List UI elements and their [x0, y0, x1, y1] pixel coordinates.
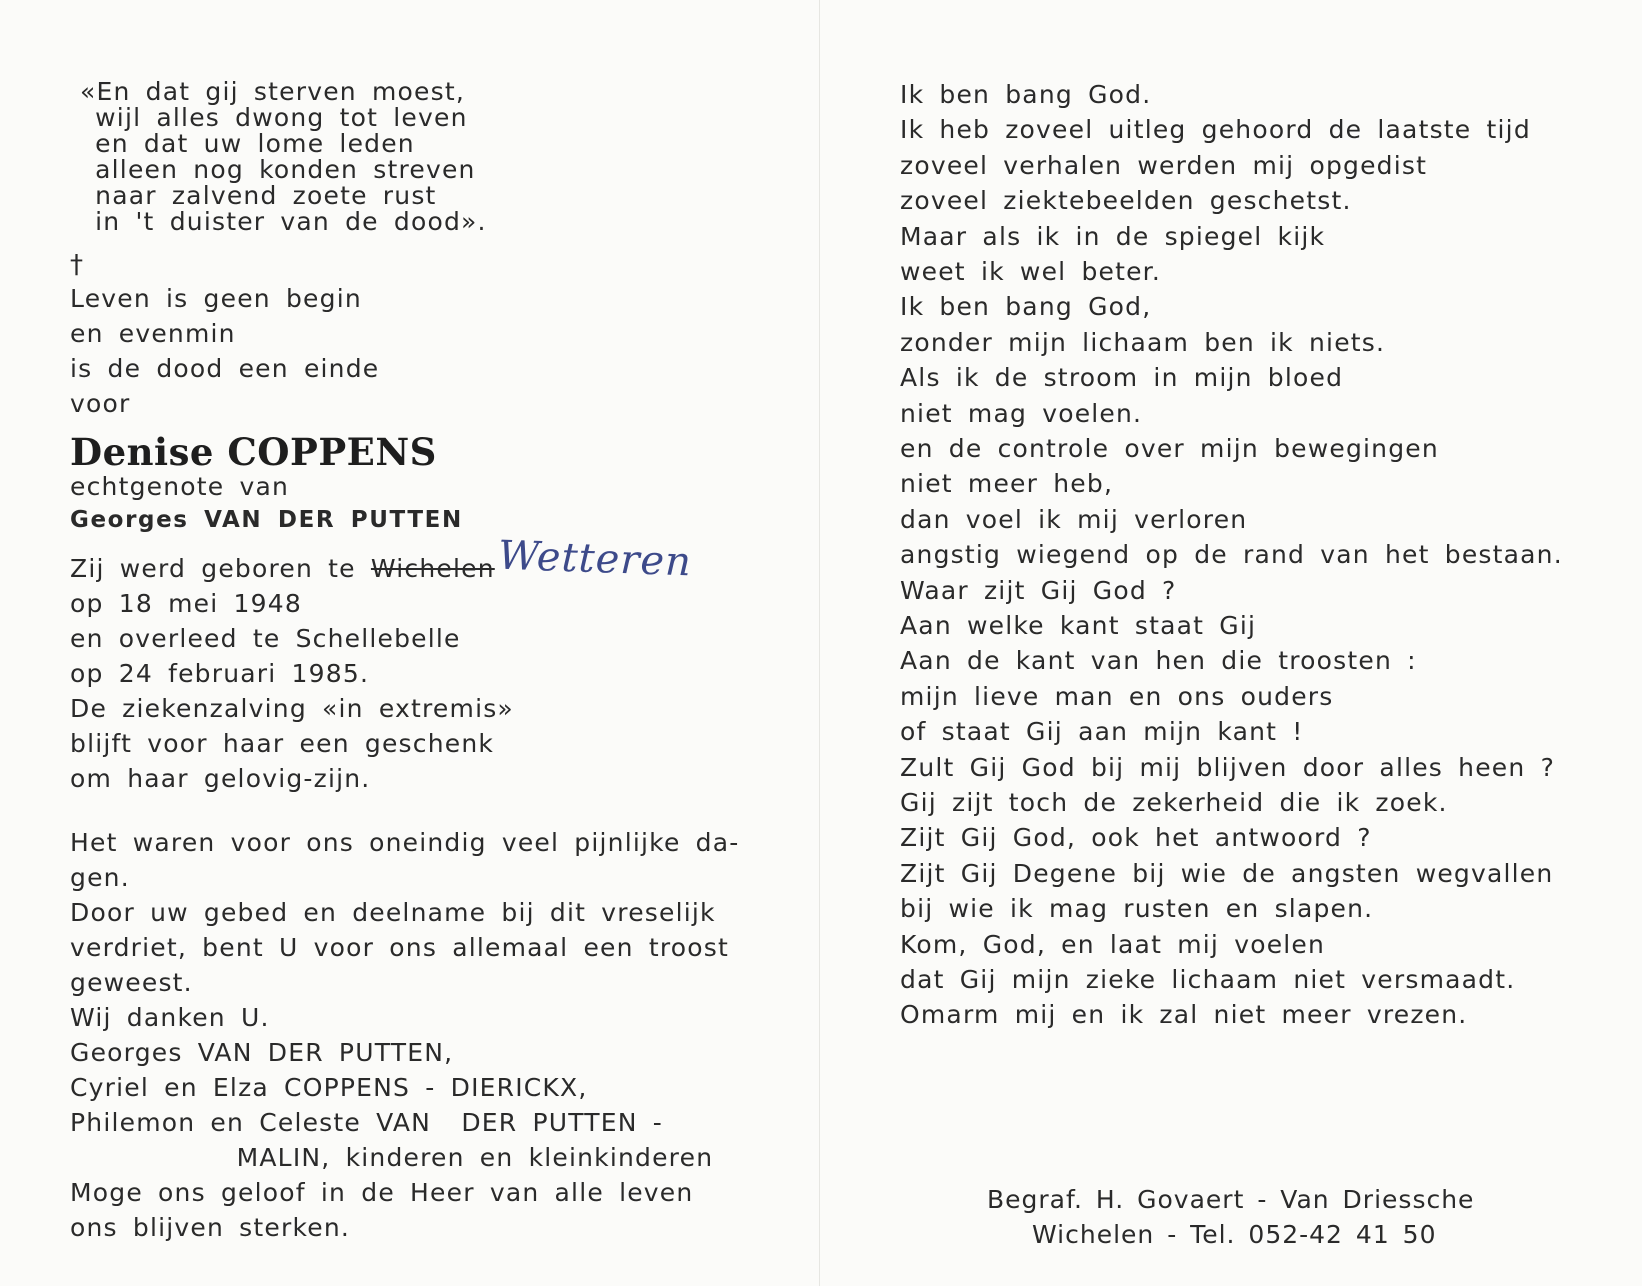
thanks-line: Het waren voor ons oneindig veel pijnlijke da- — [70, 828, 740, 857]
poem-line: of staat Gij aan mijn kant ! — [900, 717, 1304, 747]
thanks-line: Philemon en Celeste VAN DER PUTTEN - — [70, 1108, 664, 1137]
intro-line: is de dood een einde — [70, 354, 380, 383]
birth-prefix: Zij werd geboren te — [70, 554, 371, 583]
poem-line: en de controle over mijn bewegingen — [900, 434, 1439, 463]
poem-line: bij wie ik mag rusten en slapen. — [900, 894, 1374, 924]
thanks-line: Door uw gebed en deelname bij dit vreselijk — [70, 898, 716, 927]
poem-line: zonder mijn lichaam ben ik niets. — [900, 327, 1386, 357]
poem-line: Zult Gij God bij mij blijven door alles heen ? — [900, 752, 1556, 782]
poem-line: Omarm mij en ik zal niet meer vrezen. — [900, 1000, 1468, 1030]
life-line: De ziekenzalving «in extremis» — [70, 694, 514, 723]
poem-line: Kom, God, en laat mij voelen — [900, 929, 1326, 959]
intro-line: en evenmin — [70, 319, 236, 348]
card-fold — [819, 0, 820, 1286]
poem-line: Zijt Gij God, ook het antwoord ? — [900, 823, 1372, 853]
thanks-line: Cyriel en Elza COPPENS - DIERICKX, — [70, 1073, 588, 1102]
poem-line: Ik heb zoveel uitleg gehoord de laatste tijd — [900, 115, 1531, 145]
poem-line: «En dat gij sterven moest, — [80, 77, 465, 106]
poem-line: alleen nog konden streven — [80, 155, 476, 184]
poem-line: Gij zijt toch de zekerheid die ik zoek. — [900, 788, 1448, 817]
right-poem — [900, 80, 1563, 1030]
poem-line: dan voel ik mij verloren — [900, 504, 1248, 534]
thanks-line: Georges VAN DER PUTTEN, — [70, 1038, 454, 1067]
poem-line: zoveel verhalen werden mij opgedist — [900, 150, 1428, 180]
poem-line: niet mag voelen. — [900, 398, 1143, 428]
birth-line-text — [70, 554, 495, 583]
life-line: op 18 mei 1948 — [70, 589, 302, 618]
poem-line: angstig wiegend op de rand van het bestaan. — [900, 540, 1563, 570]
thanks-line: Wij danken U. — [70, 1003, 270, 1032]
thanks-line: geweest. — [70, 968, 193, 997]
thanks-block — [70, 828, 740, 1242]
thanks-line: verdriet, bent U voor ons allemaal een troost — [70, 933, 729, 962]
thanks-line: MALIN, kinderen en kleinkinderen — [70, 1143, 714, 1172]
poem-line: Maar als ik in de spiegel kijk — [900, 221, 1326, 251]
life-line: om haar gelovig-zijn. — [70, 764, 371, 793]
poem-line: wijl alles dwong tot leven — [80, 103, 468, 132]
poem-line: en dat uw lome leden — [80, 129, 415, 158]
poem-line: niet meer heb, — [900, 469, 1114, 499]
poem-line: Ik ben bang God. — [900, 80, 1152, 109]
thanks-line: ons blijven sterken. — [70, 1213, 351, 1242]
handwritten-correction: Wetteren — [497, 532, 693, 586]
poem-line: Zijt Gij Degene bij wie de angsten wegvallen — [900, 858, 1554, 888]
intro-line: voor — [70, 389, 131, 418]
relation-label: echtgenote van — [70, 472, 290, 501]
thanks-line: Moge ons geloof in de Heer van alle leven — [70, 1178, 694, 1207]
life-line: op 24 februari 1985. — [70, 659, 370, 688]
birth-place-struck: Wichelen — [370, 554, 495, 583]
poem-line: naar zalvend zoete rust — [80, 181, 437, 210]
poem-line: weet ik wel beter. — [900, 257, 1162, 286]
undertaker-line: Begraf. H. Govaert - Van Driessche — [987, 1185, 1475, 1214]
life-line: en overleed te Schellebelle — [70, 624, 461, 653]
poem-line: Aan de kant van hen die troosten : — [900, 646, 1417, 676]
cross-icon: † — [70, 250, 83, 280]
poem-line: dat Gij mijn zieke lichaam niet versmaadt. — [900, 965, 1516, 994]
poem-line: Als ik de stroom in mijn bloed — [900, 363, 1344, 393]
poem-line: zoveel ziektebeelden geschetst. — [900, 186, 1352, 216]
poem-line: Waar zijt Gij God ? — [900, 575, 1177, 605]
thanks-line: gen. — [70, 863, 130, 892]
poem-line: mijn lieve man en ons ouders — [900, 681, 1334, 711]
poem-line: Aan welke kant staat Gij — [900, 611, 1257, 640]
life-line: blijft voor haar een geschenk — [70, 729, 495, 758]
poem-line: in 't duister van de dood». — [80, 207, 487, 236]
poem-line: Ik ben bang God, — [900, 292, 1152, 322]
undertaker-contact: Wichelen - Tel. 052-42 41 50 — [1032, 1220, 1437, 1249]
deceased-name: Denise COPPENS — [70, 430, 437, 474]
intro-line: Leven is geen begin — [70, 284, 362, 313]
spouse-name: Georges VAN DER PUTTEN — [70, 507, 463, 533]
life-lines — [70, 589, 514, 821]
